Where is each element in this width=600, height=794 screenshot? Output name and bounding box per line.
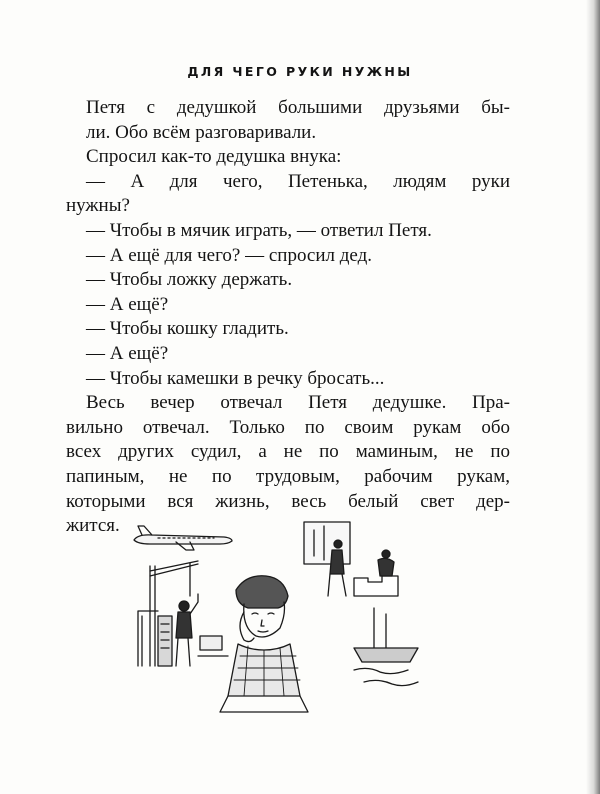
boat-icon xyxy=(354,608,418,686)
text-line: — Чтобы в мячик играть, — ответил Петя. xyxy=(86,219,432,241)
text-line: — А ещё? xyxy=(86,342,169,364)
text-line: Весь вечер отвечал Петя дедушке. Пра- xyxy=(86,392,510,414)
text-line: — А ещё? xyxy=(86,293,169,315)
text-line: — А ещё для чего? — спросил дед. xyxy=(86,244,373,266)
text-line: вильно отвечал. Только по своим рукам обо xyxy=(66,416,510,438)
text-line: Петя с дедушкой большими друзьями бы- xyxy=(86,97,510,118)
page-edge-shadow xyxy=(586,0,600,794)
text-line: всех других судил, а не по маминым, не по xyxy=(66,441,510,463)
text-line: папиным, не по трудовым, рабочим рукам, xyxy=(66,465,510,487)
story-text xyxy=(66,96,510,539)
text-line: — Чтобы камешки в речку бросать... xyxy=(86,367,385,389)
construction-scene xyxy=(304,522,398,596)
boy-figure xyxy=(220,576,308,712)
airplane-icon xyxy=(134,526,232,550)
text-line: Спросил как-то дедушка внука: xyxy=(86,146,342,168)
illustration-boy-and-workers xyxy=(128,516,428,716)
worker-figure-left xyxy=(176,594,228,666)
text-line: — А для чего, Петенька, людям руки xyxy=(86,170,510,192)
text-line: жится. xyxy=(66,515,120,537)
text-line: — Чтобы кошку гладить. xyxy=(86,318,289,340)
text-line: которыми вся жизнь, весь белый свет дер- xyxy=(66,490,510,512)
story-title: ДЛЯ ЧЕГО РУКИ НУЖНЫ xyxy=(187,64,413,79)
text-line: нужны? xyxy=(66,195,130,217)
text-line: — Чтобы ложку держать. xyxy=(86,269,293,291)
text-line: ли. Обо всём разговаривали. xyxy=(86,121,317,143)
